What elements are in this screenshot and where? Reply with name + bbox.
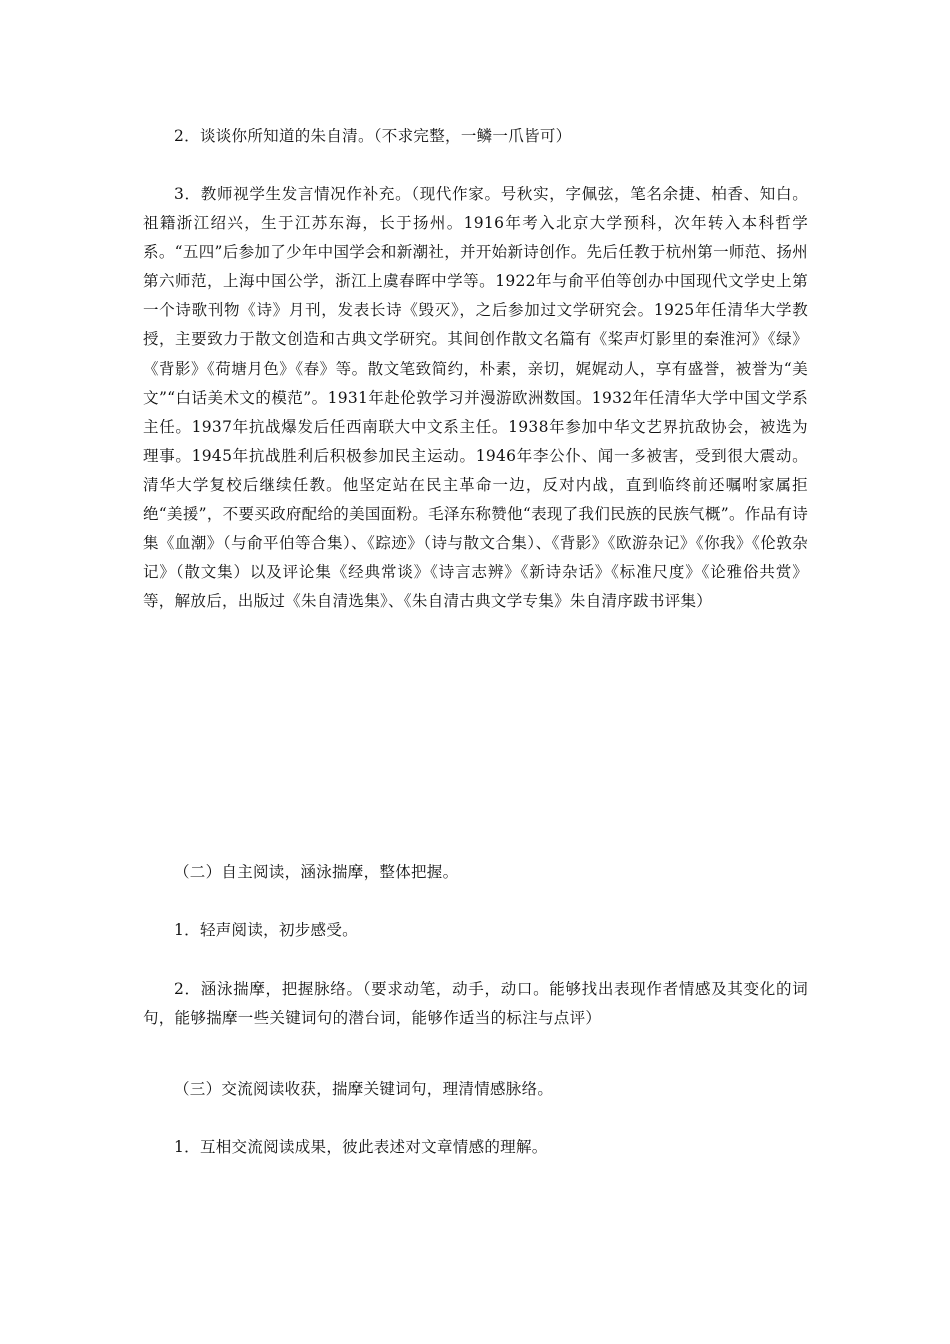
- section-heading-independent-reading: （二）自主阅读，涵泳揣摩，整体把握。: [174, 863, 459, 881]
- paragraph-savor-and-grasp: 2．涵泳揣摩，把握脉络。（要求动笔，动手，动口。能够找出表现作者情感及其变化的词句，能够揣摩一些关键词句的潜台词，能够作适当的标注与点评）: [143, 980, 808, 1027]
- paragraph-read-aloud: 1．轻声阅读，初步感受。: [174, 921, 358, 939]
- paragraph-exchange-results: 1．互相交流阅读成果，彼此表述对文章情感的理解。: [174, 1138, 548, 1156]
- paragraph-discuss-zhu-ziqing: 2．谈谈你所知道的朱自清。（不求完整，一鳞一爪皆可）: [174, 127, 572, 145]
- paragraph-author-biography: 3．教师视学生发言情况作补充。（现代作家。号秋实，字佩弦，笔名余捷、柏香、知白。祖籍浙江绍兴，生于江苏东海，长于扬州。1916年考入北京大学预科，次年转入本科哲学系。“五四”后参加了少年中国学会和新潮社，并开始新诗创作。先后任教于杭州第一师范、扬州第六师范，上海中国公学，浙江上虞春晖中学等。1922年与俞平伯等创办中国现代文学史上第一个诗歌刊物《诗》月刊，发表长诗《毁灭》，之后参加过文学研究会。1925年任清华大学教授，主要致力于散文创造和古典文学研究。其间创作散文名篇有《桨声灯影里的秦淮河》《绿》《背影》《荷塘月色》《春》等。散文笔致简约，朴素，亲切，娓娓动人，享有盛誉，被誉为“美文”“白话美术文的模范”。1931年赴伦敦学习并漫游欧洲数国。1932年任清华大学中国文学系主任。1937年抗战爆发后任西南联大中文系主任。1938年参加中华文艺界抗敌协会，被选为理事。1945年抗战胜利后积极参加民主运动。1946年李公仆、闻一多被害，受到很大震动。清华大学复校后继续任教。他坚定站在民主革命一边，反对内战，直到临终前还嘱咐家属拒绝“美援”，不要买政府配给的美国面粉。毛泽东称赞他“表现了我们民族的民族气概”。作品有诗集《血潮》（与俞平伯等合集）、《踪迹》（诗与散文合集）、《背影》《欧游杂记》《你我》《伦敦杂记》（散文集）以及评论集《经典常谈》《诗言志辨》《新诗杂话》《标准尺度》《论雅俗共赏》等，解放后，出版过《朱自清选集》、《朱自清古典文学专集》朱自清序跋书评集）: [143, 185, 808, 611]
- section-heading-exchange-reading: （三）交流阅读收获，揣摩关键词句，理清情感脉络。: [174, 1080, 554, 1098]
